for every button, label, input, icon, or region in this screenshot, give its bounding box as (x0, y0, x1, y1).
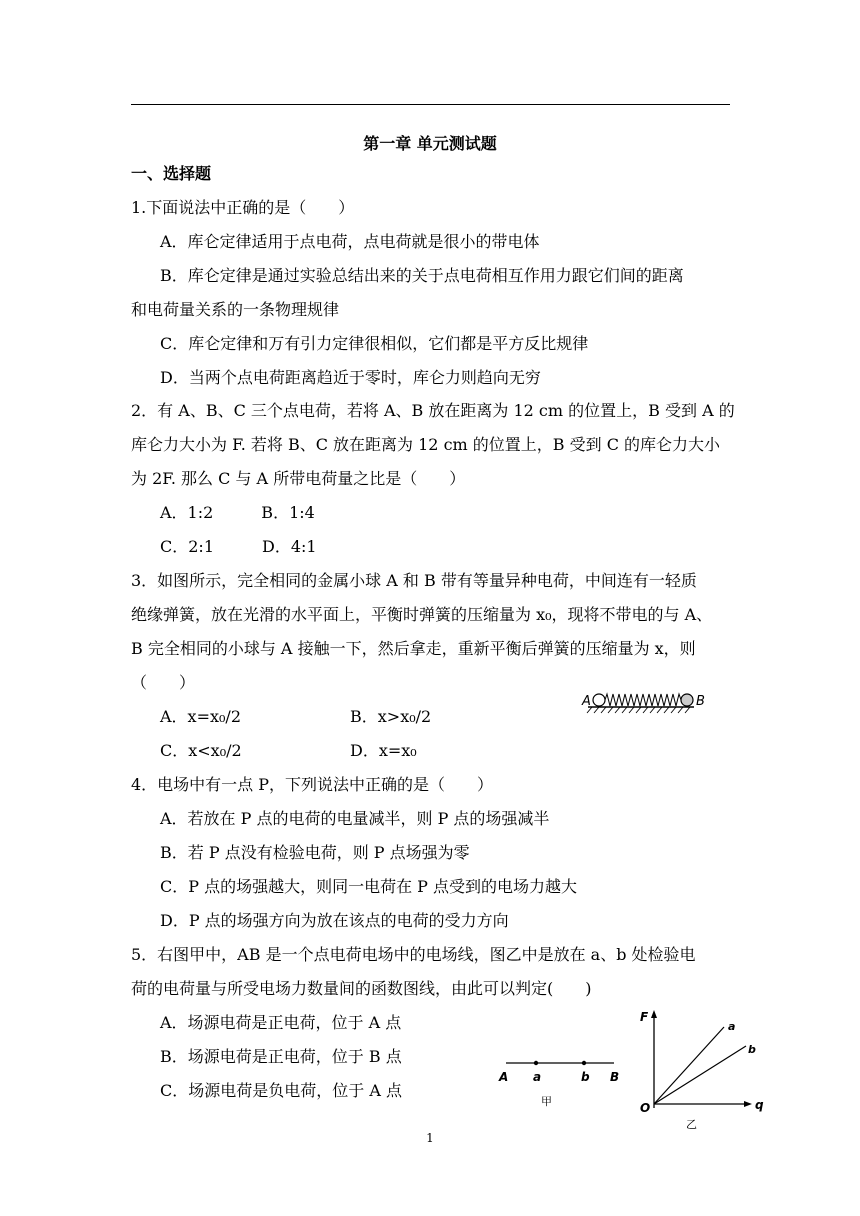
line-a (654, 1027, 724, 1104)
question-4-option-a: A．若放在 P 点的电荷的电量减半，则 P 点的场强减半 (160, 809, 550, 828)
ground-hatch (587, 707, 690, 713)
ball-b-label: B (696, 694, 705, 709)
question-1-option-b-cont: 和电荷量关系的一条物理规律 (131, 300, 340, 319)
spring-figure (580, 684, 710, 724)
question-3-option-c: C．x<x₀/2 (160, 741, 242, 760)
question-3-stem-cont2: B 完全相同的小球与 A 接触一下，然后拿走，重新平衡后弹簧的压缩量为 x，则 (131, 639, 696, 658)
label-B: B (610, 1070, 620, 1084)
ball-a-label: A (582, 694, 591, 709)
question-3-stem: 3．如图所示，完全相同的金属小球 A 和 B 带有等量异种电荷，中间连有一轻质 (131, 571, 697, 590)
question-2-stem-cont: 库仑力大小为 F. 若将 B、C 放在距离为 12 cm 的位置上，B 受到 C 的库仑力大小 (131, 435, 721, 454)
question-2-options-cd: C．2:1 D．4:1 (160, 537, 317, 556)
question-1-option-c: C．库仑定律和万有引力定律很相似，它们都是平方反比规律 (160, 334, 589, 353)
question-1-option-b: B．库仑定律是通过实验总结出来的关于点电荷相互作用力跟它们间的距离 (160, 266, 684, 285)
question-3-stem-cont: 绝缘弹簧，放在光滑的水平面上，平衡时弹簧的压缩量为 x₀，现将不带电的与 A、 (131, 605, 713, 624)
question-4-stem: 4．电场中有一点 P，下列说法中正确的是（ ） (131, 775, 494, 794)
f-q-graph (636, 1008, 766, 1132)
x-axis-label: q (755, 1098, 764, 1112)
page-title: 第一章 单元测试题 (363, 134, 497, 153)
question-5-option-c: C．场源电荷是负电荷，位于 A 点 (160, 1081, 402, 1100)
question-3-option-b: B．x>x₀/2 (350, 707, 432, 726)
x-axis-arrow (744, 1101, 752, 1107)
line-b (654, 1046, 746, 1104)
question-3-option-d: D．x=x₀ (350, 741, 417, 760)
point-b-dot (582, 1061, 586, 1065)
ball-b (681, 694, 693, 706)
question-4-option-d: D．P 点的场强方向为放在该点的电荷的受力方向 (160, 911, 509, 930)
label-b: b (581, 1070, 590, 1084)
question-1-stem: 1.下面说法中正确的是（ ） (131, 198, 355, 217)
origin-label: O (640, 1101, 651, 1115)
question-4-option-c: C．P 点的场强越大，则同一电荷在 P 点受到的电场力越大 (160, 877, 578, 896)
line-a-label: a (728, 1020, 736, 1033)
question-5-option-a: A．场源电荷是正电荷，位于 A 点 (160, 1013, 402, 1032)
question-2-stem: 2．有 A、B、C 三个点电荷，若将 A、B 放在距离为 12 cm 的位置上，B 受到 A 的 (131, 401, 735, 420)
figure-yi-caption: 乙 (686, 1118, 697, 1131)
y-axis-label: F (640, 1010, 649, 1024)
question-4-option-b: B．若 P 点没有检验电荷，则 P 点场强为零 (160, 843, 470, 862)
question-1-option-d: D．当两个点电荷距离趋近于零时，库仑力则趋向无穷 (160, 368, 541, 387)
point-a-dot (534, 1061, 538, 1065)
ball-a (593, 694, 605, 706)
question-1-option-a: A．库仑定律适用于点电荷，点电荷就是很小的带电体 (160, 232, 540, 251)
field-line-figure (496, 1055, 626, 1110)
section-heading: 一、选择题 (131, 164, 212, 183)
spring (605, 694, 681, 706)
header-rule (131, 104, 730, 105)
question-5-stem: 5．右图甲中，AB 是一个点电荷电场中的电场线，图乙中是放在 a、b 处检验电 (131, 945, 696, 964)
label-a: a (533, 1070, 542, 1084)
question-3-stem-end: （ ） (131, 673, 196, 692)
question-3-option-a: A．x=x₀/2 (160, 707, 241, 726)
line-b-label: b (748, 1043, 756, 1056)
y-axis-arrow (651, 1010, 657, 1018)
figure-jia-caption: 甲 (541, 1095, 552, 1108)
question-2-stem-end: 为 2F. 那么 C 与 A 所带电荷量之比是（ ） (131, 469, 466, 488)
page-number: 1 (426, 1131, 434, 1145)
question-5-stem-cont: 荷的电荷量与所受电场力数量间的函数图线，由此可以判定( ) (131, 979, 592, 998)
question-5-option-b: B．场源电荷是正电荷，位于 B 点 (160, 1047, 402, 1066)
question-2-options-ab: A．1:2 B．1:4 (160, 503, 315, 522)
label-A: A (499, 1070, 509, 1084)
